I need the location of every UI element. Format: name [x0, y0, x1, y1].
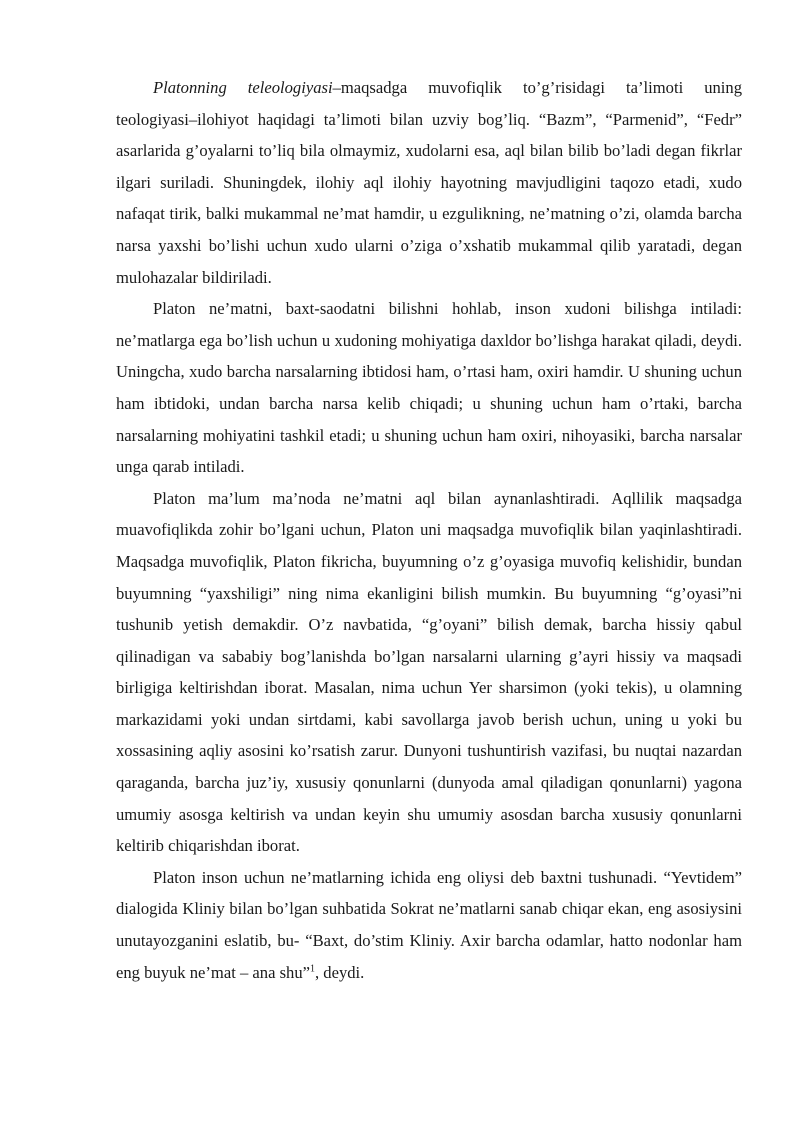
paragraph-knowing-god [116, 293, 742, 483]
paragraph-happiness [116, 862, 742, 988]
paragraph-text: Platon ne’matni, baxt-saodatni bilishni hohlab, inson xudoni bilishga intiladi: ne’matlarga ega bo’lish uchun u xudoning mohiyatiga daxldor bo’lishga harakat qiladi, deydi. Uningcha, xudo barcha narsalarning ibtidosi ham, o’rtasi ham, oxiri hamdir. U shuning uchun ham ibtidoki, undan barcha narsa kelib chiqadi; u shuning uchun ham o’rtaki, barcha narsalarning mohiyatini tashkil etadi; u shuning uchun ham oxiri, nihoyasiki, barcha narsalar unga qarab intiladi. [116, 299, 742, 477]
footnote-reference[interactable]: 1 [310, 963, 315, 975]
paragraph-tail-text: , deydi. [315, 962, 365, 982]
paragraph-teleology [116, 72, 742, 293]
paragraph-text: Platon inson uchun ne’matlarning ichida eng oliysi deb baxtni tushunadi. “Yevtidem” dialogida Kliniy bilan bo’lgan suhbatida Sokrat ne’matlarni sanab chiqar ekan, eng asosiysini unutayozganini eslatib, bu- “Baxt, do’stim Kliniy. Axir barcha odamlar, hatto nodonlar ham eng buyuk ne’mat – ana shu” [116, 867, 742, 982]
paragraph-lead-term: Platonning teleologiyasi [153, 78, 333, 97]
paragraph-reason-purpose [116, 483, 742, 862]
paragraph-text: –maqsadga muvofiqlik to’g’risidagi ta’limoti uning teologiyasi–ilohiyot haqidagi ta’limoti bilan uzviy bog’liq. “Bazm”, “Parmenid”, “Fedr” asarlarida g’oyalarni to’liq bila olmaymiz, xudolarni esa, aql bilan bilib bo’ladi degan fikrlar ilgari suriladi. Shuningdek, ilohiy aql ilohiy hayotning mavjudligini taqozo etadi, xudo nafaqat tirik, balki mukammal ne’mat hamdir, u ezgulikning, ne’matning o’zi, olamda barcha narsa yaxshi bo’lishi uchun xudo ularni o’ziga o’xshatib mukammal qilib yaratadi, degan mulohazalar bildiriladi. [116, 78, 742, 287]
paragraph-text: Platon ma’lum ma’noda ne’matni aql bilan aynanlashtiradi. Aqllilik maqsadga muavofiqlikda zohir bo’lgani uchun, Platon uni maqsadga muvofiqlik bilan yaqinlashtiradi. Maqsadga muvofiqlik, Platon fikricha, buyumning o’z g’oyasiga muvofiq kelishidir, bundan buyumning “yaxshiligi” ning nima ekanligini bilish mumkin. Bu buyumning “g’oyasi”ni tushunib yetish demakdir. O’z navbatida, “g’oyani” bilish demak, barcha hissiy qabul qilinadigan va sababiy bog’lanishda bo’lgan narsalarni ularning g’ayri hissiy va maqsadi birligiga keltirishdan iborat. Masalan, nima uchun Yer sharsimon (yoki tekis), u olamning markazidami yoki undan sirtdami, kabi savollarga javob berish uchun, uning u yoki bu xossasining aqliy asosini ko’rsatish zarur. Dunyoni tushuntirish vazifasi, bu nuqtai nazardan qaraganda, barcha juz’iy, xususiy qonunlarni (dunyoda amal qiladigan qonunlarni) yagona umumiy asosga keltirish va undan keyin shu umumiy asosdan barcha xususiy qonunlarni keltirib chiqarishdan iborat. [116, 488, 742, 856]
document-body [116, 72, 742, 988]
